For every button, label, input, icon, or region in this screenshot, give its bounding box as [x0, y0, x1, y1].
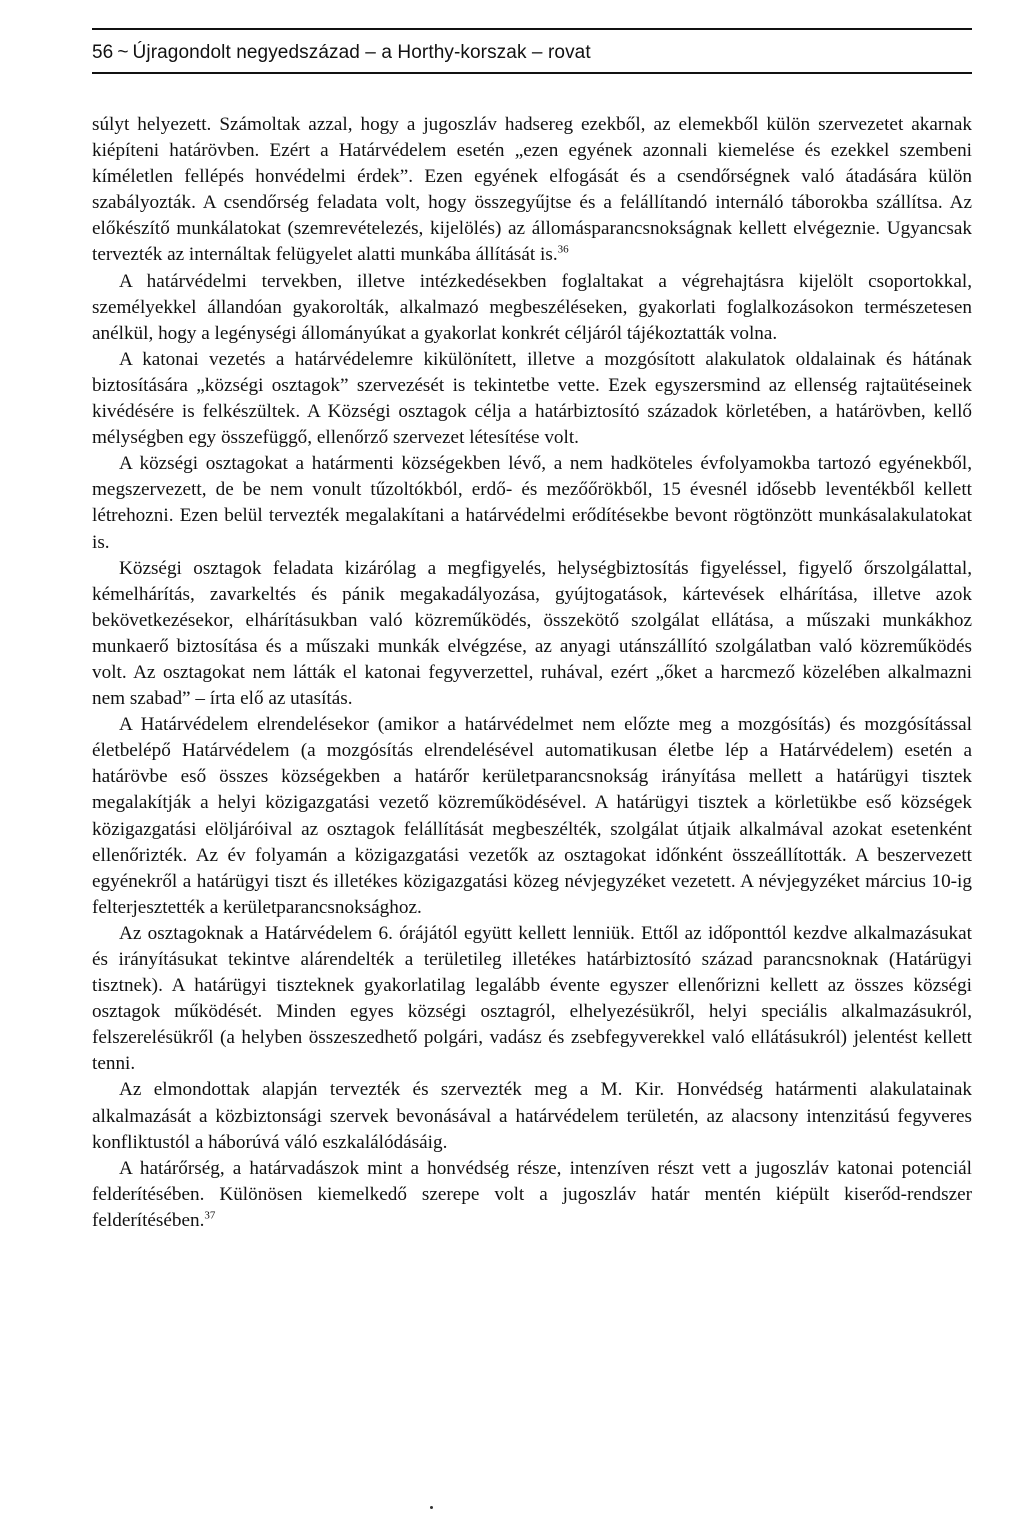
paragraph — [92, 556, 972, 713]
footnote-marker: 36 — [557, 244, 569, 257]
page-number: 56 — [92, 42, 114, 63]
paragraph — [92, 269, 972, 347]
body-text — [92, 112, 972, 1234]
paragraph — [92, 921, 972, 1078]
paragraph — [92, 1156, 972, 1234]
footnote-marker: 37 — [204, 1209, 216, 1222]
header-title: Újragondolt negyedszázad – a Horthy-korszak – rovat — [132, 42, 591, 63]
paragraph-text: A Határvédelem elrendelésekor (amikor a határvédelmet nem előzte meg a mozgósítás) és mozgósítással életbelépő Határvédelem (a mozgósítás elrendelésével automatikusan életbe lép a Határvédelem) esetén a határövbe eső összes községekben a határőr kerületparancsnokság irányítása mellett a határügyi tisztek megalakítják a helyi közigazgatási vezető közreműködésével. A határügyi tisztek a körletükbe eső községek közigazgatási elöljáróival az osztagok felállítását megbeszélték, szolgálat útjaik alkalmával azokat esetenként ellenőrizték. Az év folyamán a közigazgatási vezetők az osztagokat időnként összeállították. A beszervezett egyénekről a határügyi tiszt és illetékes közigazgatási közeg névjegyzéket vezetett. A névjegyzéket március 10-ig felterjesztették a kerületparancsnoksághoz. — [92, 714, 972, 918]
paragraph — [92, 451, 972, 555]
paragraph-text: A határőrség, a határvadászok mint a honvédség része, intenzíven részt vett a jugoszláv katonai potenciál felderítésében. Különösen kiemelkedő szerepe volt a jugoszláv határ mentén kiépült kiserőd-rendszer felderítésében. — [92, 1157, 972, 1231]
document-page — [92, 28, 972, 1234]
paragraph — [92, 712, 972, 921]
paragraph-text: súlyt helyezett. Számoltak azzal, hogy a jugoszláv hadsereg ezekből, az elemekből külön szervezetet akarnak kiépíteni határövben. Ezért a Határvédelem esetén „ezen egyének azonnali kiemelése és ezekkel szembeni kíméletlen fellépés honvédelmi érdek”. Ezen egyének elfogását és a csendőrségnek való átadására külön szabályozták. A csendőrség feladata volt, hogy összegyűjtse és a felállítandó internáló táborokba szállítsa. Az előkészítő munkálatokat (szemrevételezés, kijelölés) az állomásparancsnokságnak kellett elvégeznie. Ugyancsak tervezték az internáltak felügyelet alatti munkába állítását is. — [92, 114, 972, 266]
paragraph-text: A határvédelmi tervekben, illetve intézkedésekben foglaltakat a végrehajtásra kijelölt csoportokkal, személyekkel állandóan gyakorolták, alkalmazó megbeszéléseken, gyakorlati foglalkozásokon természetesen anélkül, hogy a legénységi állományúkat a gyakorlat konkrét céljáról tájékoztatták volna. — [92, 270, 972, 344]
paragraph — [92, 347, 972, 451]
paragraph-text: A katonai vezetés a határvédelemre kikülönített, illetve a mozgósított alakulatok oldalainak és hátának biztosítására „községi osztagok” szervezését is tekintetbe vette. Ezek egyszersmind az ellenség rajtaütéseinek kivédésére is felkészültek. A Községi osztagok célja a határbiztosító századok körletében, a határövben, kellő mélységben egy összefüggő, ellenőrző szervezet létesítése volt. — [92, 348, 972, 449]
stray-mark — [430, 1506, 433, 1509]
paragraph-text: Községi osztagok feladata kizárólag a megfigyelés, helységbiztosítás figyeléssel, figyelő őrszolgálattal, kémelhárítás, zavarkeltés és pánik megakadályozása, gyújtogatások, kártevések elhárítása, illetve azok bekövetkezésekor, elhárításukban való közreműködés, összekötő szolgálat ellátása, a műszaki munkákhoz munkaerő biztosítása és a műszaki munkák elvégzése, az anyagi utánszállító szolgálatban való közreműködés volt. Az osztagokat nem látták el katonai fegyverzettel, ruhával, ezért „őket a harcmező közelében alkalmazni nem szabad” – írta elő az utasítás. — [92, 557, 972, 710]
paragraph-text: A községi osztagokat a határmenti községekben lévő, a nem hadköteles évfolyamokba tartozó egyénekből, megszervezett, de be nem vonult tűzoltókból, erdő- és mezőőrökből, 15 évesnél idősebb leventékből kellett létrehozni. Ezen belül tervezték megalakítani a határvédelmi erődítésekbe bevont rögtönzött munkásalakulatokat is. — [92, 453, 972, 553]
paragraph — [92, 1077, 972, 1155]
paragraph — [92, 112, 972, 269]
paragraph-text: Az elmondottak alapján tervezték és szervezték meg a M. Kir. Honvédség határmenti alakulatainak alkalmazását a közbiztonsági szervek bevonásával a határvédelem területén, az alacsony intenzitású fegyveres konfliktustól a háborúvá váló eszkalálódásáig. — [92, 1079, 972, 1153]
running-header — [92, 28, 972, 74]
paragraph-text: Az osztagoknak a Határvédelem 6. órájától együtt kellett lenniük. Ettől az időponttól kezdve alkalmazásukat és irányításukat tekintve alárendelték a területileg illetékes határbiztosító század parancsnoknak (Határügyi tisztnek). A határügyi tiszteknek gyakorlatilag legalább évente egyszer ellenőrizni kellett az összes községi osztagok működését. Minden egyes községi osztagról, elhelyezésükről, helyi speciális alkalmazásukról, felszerelésükről (a helyben összeszedhető polgári, vadász és zsebfegyverekkel való ellátásukról) jelentést kellett tenni. — [92, 922, 972, 1075]
header-separator: ~ — [117, 42, 129, 63]
